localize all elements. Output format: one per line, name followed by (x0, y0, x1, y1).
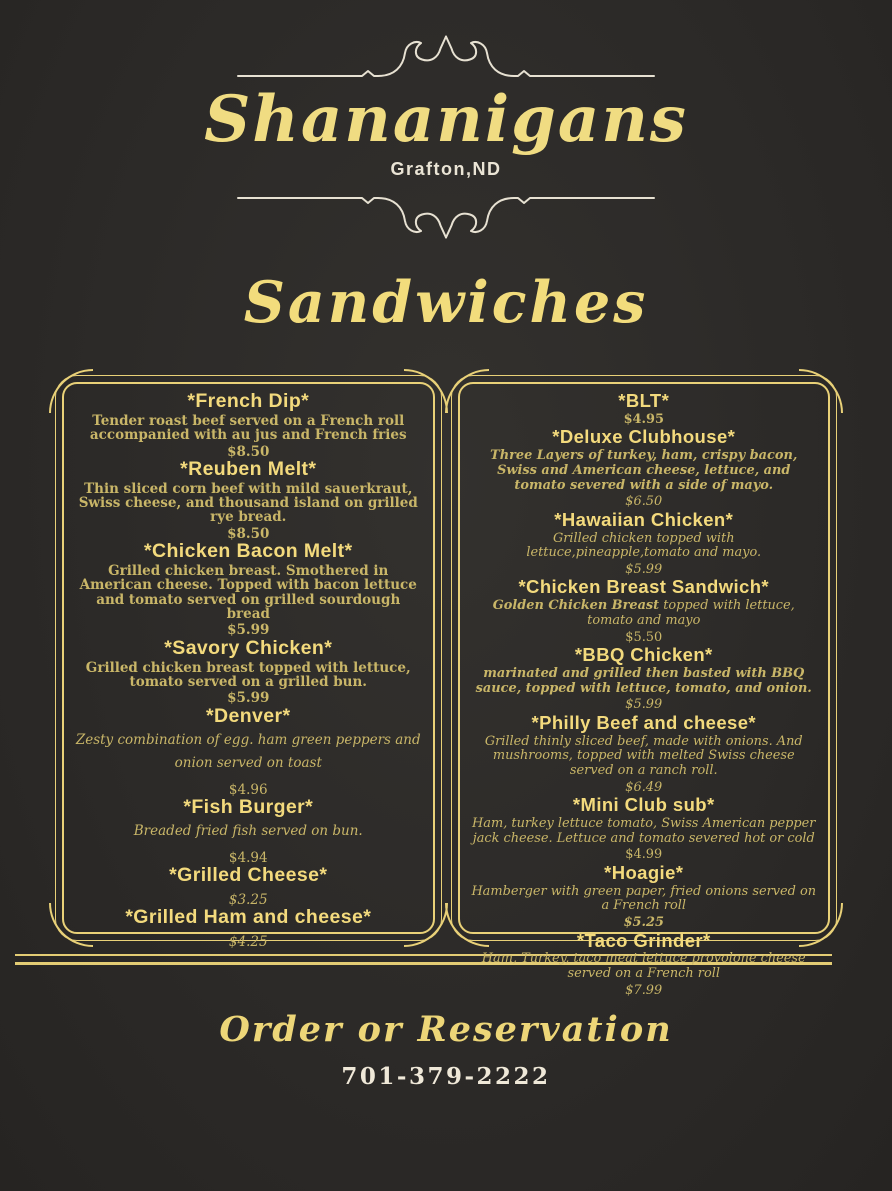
menu-item (471, 577, 818, 645)
menu-item-description: Grilled chicken breast. Smothered in American cheese. Topped with bacon lettuce and tomato served on grilled sourdough bread (79, 563, 417, 622)
menu-item (75, 797, 422, 865)
menu-item-price: $6.50 (625, 494, 663, 510)
menu-item-name: *Hoagie* (604, 861, 684, 883)
section-title: Sandwiches (243, 269, 649, 337)
menu-item-description: Three Layers of turkey, ham, crispy bacon, Swiss and American cheese, lettuce, and tomato severed with a side of mayo. (490, 448, 798, 493)
menu-item (75, 907, 422, 949)
menu-item (471, 931, 818, 999)
phone-number: 701-379-2222 (341, 1062, 551, 1090)
menu-item-name: *BLT* (618, 389, 670, 411)
menu-item-description: Golden Chicken Breast topped with lettuce, tomato and mayo (492, 598, 795, 628)
menu-item (471, 713, 818, 795)
menu-item-price: $5.25 (623, 914, 664, 930)
menu-item-description: Ham, turkey lettuce tomato, Swiss American pepper jack cheese. Lettuce and tomato severed hot or cold (472, 816, 816, 846)
menu-item-price: $4.94 (228, 849, 268, 866)
menu-item-name: *Grilled Ham and cheese* (125, 906, 372, 929)
menu-item-name: *Fish Burger* (183, 796, 314, 819)
menu-item-price: $5.99 (625, 697, 663, 713)
menu-item-price: $8.50 (227, 443, 270, 460)
menu-item-description: Grilled thinly sliced beef, made with onions. And mushrooms, topped with melted Swiss cheese served on a ranch roll. (484, 733, 803, 778)
menu-item (75, 706, 422, 798)
restaurant-name: Shananigans (204, 82, 688, 157)
menu-item-description: Breaded fried fish served on bun. (133, 823, 363, 840)
menu-item-name: *Taco Grinder* (576, 929, 711, 951)
menu-page (0, 30, 892, 1191)
menu-item (471, 510, 818, 578)
restaurant-location: Grafton,ND (390, 159, 502, 180)
menu-item-name: *Philly Beef and cheese* (531, 711, 756, 733)
menu-item-price: $5.99 (227, 622, 270, 639)
menu-header (0, 30, 892, 244)
menu-item (75, 638, 422, 706)
menu-item-list-left (75, 389, 422, 951)
menu-item (471, 427, 818, 509)
menu-item-description: Zesty combination of egg. ham green peppers and onion served on toast (75, 731, 421, 772)
menu-item-price: $7.99 (625, 982, 663, 998)
menu-item-price: $4.99 (625, 847, 663, 863)
menu-item (471, 391, 818, 428)
menu-item-price: $5.50 (625, 629, 663, 645)
menu-panel-left (55, 375, 442, 951)
menu-item-price: $5.99 (227, 690, 270, 707)
menu-item-description: Hamberger with green paper, fried onions served on a French roll (471, 883, 817, 914)
bracket-ornament-top-icon (236, 30, 656, 84)
menu-item-price: $4.25 (228, 934, 268, 951)
menu-item (471, 863, 818, 931)
bracket-ornament-bottom-icon (236, 190, 656, 244)
order-reservation-text: Order or Reservation (219, 1008, 673, 1050)
menu-item (75, 865, 422, 907)
menu-item (471, 645, 818, 713)
menu-item-name: *Savory Chicken* (164, 636, 333, 659)
menu-item-description: Grilled chicken breast topped with lettuce, tomato served on a grilled bun. (85, 659, 411, 690)
menu-item-name: *Reuben Melt* (180, 457, 317, 480)
menu-item-name: *Chicken Breast Sandwich* (518, 576, 770, 598)
menu-item-price: $3.25 (228, 892, 268, 909)
menu-item-description: Thin sliced corn beef with mild sauerkraut, Swiss cheese, and thousand island on grilled rye bread. (78, 480, 418, 526)
menu-item-description: Grilled chicken topped with lettuce,pineapple,tomato and mayo. (526, 530, 762, 561)
menu-item-name: *Hawaiian Chicken* (554, 508, 734, 530)
menu-item-name: *Denver* (206, 704, 291, 727)
menu-item (471, 795, 818, 863)
menu-panels (55, 375, 837, 998)
menu-item-name: *French Dip* (187, 389, 310, 412)
menu-item-description: Ham, Turkey, taco meat lettuce provolone cheese served on a French roll (481, 951, 806, 982)
menu-item-name: *Mini Club sub* (572, 794, 715, 816)
menu-item-name: *BBQ Chicken* (574, 644, 713, 666)
menu-item-price: $5.99 (625, 561, 663, 577)
menu-item-price: $4.95 (623, 411, 664, 427)
menu-item-name: *Chicken Bacon Melt* (144, 540, 353, 563)
menu-panel-right (451, 375, 838, 998)
menu-item-name: *Deluxe Clubhouse* (552, 426, 736, 448)
menu-item-list-right (471, 389, 818, 998)
menu-item-name: *Grilled Cheese* (169, 864, 328, 887)
menu-item (75, 541, 422, 638)
menu-item (75, 459, 422, 541)
menu-item-price: $8.50 (227, 525, 270, 542)
menu-item-description: marinated and grilled then basted with BBQ sauce, topped with lettuce, tomato, and onion. (475, 666, 812, 696)
menu-item-price: $6.49 (625, 779, 663, 795)
menu-item-price: $4.96 (228, 781, 268, 798)
menu-item-description: Tender roast beef served on a French roll accompanied with au jus and French fries (89, 412, 407, 444)
menu-item (75, 391, 422, 459)
